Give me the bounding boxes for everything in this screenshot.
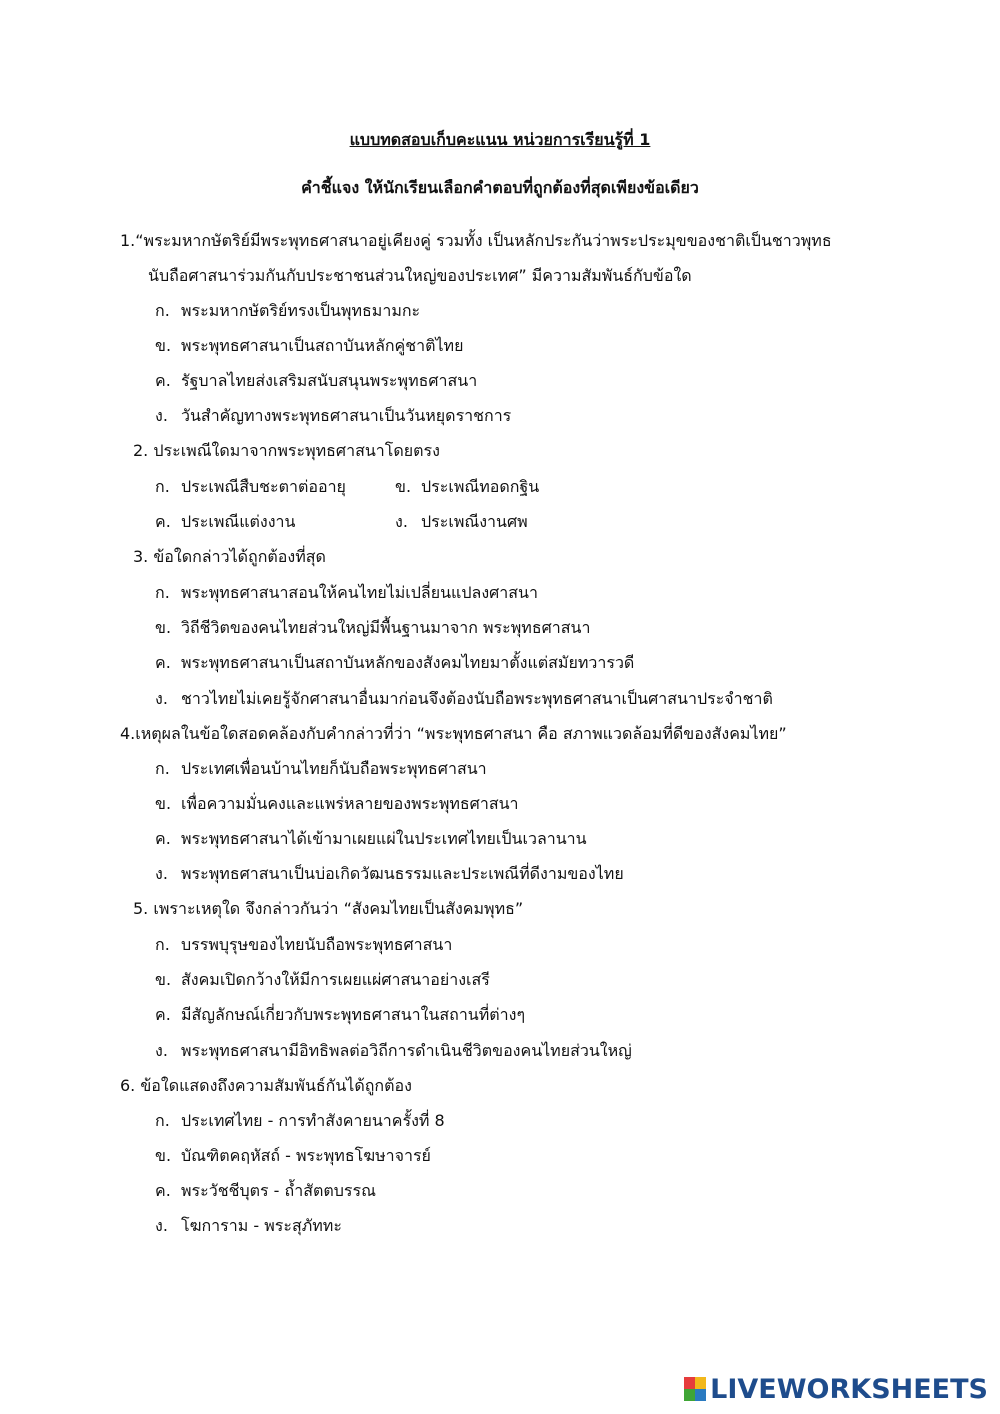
question-2-option-d[interactable] [395,511,528,533]
question-4-option-a[interactable] [155,758,487,780]
option-text: รัฐบาลไทยส่งเสริมสนับสนุนพระพุทธศาสนา [181,371,478,390]
question-5-option-c[interactable] [155,1004,525,1026]
option-text: บรรพบุรุษของไทยนับถือพระพุทธศาสนา [181,935,453,954]
option-mark: ก. [155,1111,170,1130]
option-text: ประเพณีสืบชะตาต่ออายุ [181,477,346,496]
option-mark: ง. [155,1216,168,1235]
option-mark: ค. [155,829,171,848]
option-text: วันสำคัญทางพระพุทธศาสนาเป็นวันหยุดราชการ [181,406,512,425]
question-3-option-b[interactable] [155,617,590,639]
option-text: วิถีชีวิตของคนไทยส่วนใหญ่มีพื้นฐานมาจาก พระพุทธศาสนา [181,618,591,637]
option-mark: ข. [155,1146,172,1165]
option-mark: ง. [155,689,168,708]
option-text: พระพุทธศาสนาสอนให้คนไทยไม่เปลี่ยนแปลงศาสนา [181,583,538,602]
option-text: พระมหากษัตริย์ทรงเป็นพุทธมามกะ [181,301,421,320]
option-mark: ข. [155,794,172,813]
option-mark: ง. [395,512,408,531]
question-4-option-d[interactable] [155,863,624,885]
option-mark: ก. [155,301,170,320]
question-5-option-d[interactable] [155,1040,632,1062]
question-3-option-c[interactable] [155,652,634,674]
logo-square-green [684,1389,695,1401]
option-mark: ง. [155,864,168,883]
liveworksheets-logo-icon [684,1377,706,1401]
question-2-option-a[interactable] [155,476,346,498]
option-mark: ข. [155,970,172,989]
option-mark: ค. [155,1005,171,1024]
option-text: พระพุทธศาสนาเป็นสถาบันหลักคู่ชาติไทย [181,336,464,355]
option-text: ชาวไทยไม่เคยรู้จักศาสนาอื่นมาก่อนจึงต้องนับถือพระพุทธศาสนาเป็นศาสนาประจำชาติ [181,689,773,708]
option-text: ประเทศไทย - การทำสังคายนาครั้งที่ 8 [181,1111,445,1130]
option-text: เพื่อความมั่นคงและแพร่หลายของพระพุทธศาสนา [181,794,519,813]
option-text: พระพุทธศาสนาได้เข้ามาเผยแผ่ในประเทศไทยเป็นเวลานาน [181,829,587,848]
question-5-option-b[interactable] [155,969,490,991]
question-6-text: 6. ข้อใดแสดงถึงความสัมพันธ์กันได้ถูกต้อง [120,1076,412,1095]
question-1-option-d[interactable] [155,405,511,427]
question-4-option-c[interactable] [155,828,587,850]
option-text: ประเพณีทอดกฐิน [421,477,540,496]
option-mark: ค. [155,371,171,390]
option-text: บัณฑิตคฤหัสถ์ - พระพุทธโฆษาจารย์ [181,1146,431,1165]
option-mark: ค. [155,512,171,531]
option-mark: ง. [155,406,168,425]
question-2-option-c[interactable] [155,511,295,533]
option-text: พระพุทธศาสนาเป็นบ่อเกิดวัฒนธรรมและประเพณีที่ดีงามของไทย [181,864,624,883]
logo-square-blue [695,1389,706,1401]
option-mark: ก. [155,759,170,778]
question-2-text: 2. ประเพณีใดมาจากพระพุทธศาสนาโดยตรง [133,441,440,460]
logo-square-red [684,1377,695,1389]
question-1-option-a[interactable] [155,300,420,322]
option-text: โฆการาม - พระสุภัททะ [181,1216,342,1235]
option-text: มีสัญลักษณ์เกี่ยวกับพระพุทธศาสนาในสถานที่ต่างๆ [181,1005,526,1024]
question-2-option-b[interactable] [395,476,539,498]
question-4-text: 4.เหตุผลในข้อใดสอดคล้องกับคำกล่าวที่ว่า “พระพุทธศาสนา คือ สภาพแวดล้อมที่ดีของสังคมไทย” [120,724,787,743]
question-1-text-line-2: นับถือศาสนาร่วมกันกับประชาชนส่วนใหญ่ของประเทศ” มีความสัมพันธ์กับข้อใด [148,266,692,285]
option-mark: ก. [155,583,170,602]
question-5-text: 5. เพราะเหตุใด จึงกล่าวกันว่า “สังคมไทยเป็นสังคมพุทธ” [133,899,524,918]
option-mark: ข. [155,618,172,637]
worksheet-instruction: คำชี้แจง ให้นักเรียนเลือกคำตอบที่ถูกต้องที่สุดเพียงข้อเดียว [301,178,699,197]
option-text: พระพุทธศาสนาเป็นสถาบันหลักของสังคมไทยมาตั้งแต่สมัยทวารวดี [181,653,635,672]
worksheet-title: แบบทดสอบเก็บคะแนน หน่วยการเรียนรู้ที่ 1 [349,130,651,149]
question-4-option-b[interactable] [155,793,519,815]
question-3-option-d[interactable] [155,688,773,710]
option-text: สังคมเปิดกว้างให้มีการเผยแผ่ศาสนาอย่างเสรี [181,970,490,989]
option-mark: ข. [395,477,412,496]
question-6-option-a[interactable] [155,1110,445,1132]
question-1-option-b[interactable] [155,335,463,357]
option-text: ประเทศเพื่อนบ้านไทยก็นับถือพระพุทธศาสนา [181,759,487,778]
question-6-option-c[interactable] [155,1180,376,1202]
logo-square-yellow [695,1377,706,1389]
liveworksheets-logo[interactable] [684,1374,988,1404]
option-mark: ค. [155,1181,171,1200]
option-text: ประเพณีแต่งงาน [181,512,296,531]
question-1-option-c[interactable] [155,370,477,392]
option-text: ประเพณีงานศพ [421,512,528,531]
question-3-text: 3. ข้อใดกล่าวได้ถูกต้องที่สุด [133,547,326,566]
option-mark: ก. [155,935,170,954]
liveworksheets-logo-text: LIVEWORKSHEETS [710,1373,988,1405]
question-6-option-b[interactable] [155,1145,431,1167]
question-6-option-d[interactable] [155,1215,342,1237]
question-1-text-line-1: 1.“พระมหากษัตริย์มีพระพุทธศาสนาอยู่เคียงคู่ รวมทั้ง เป็นหลักประกันว่าพระประมุขของชาติเป็นชาวพุทธ [120,231,832,250]
option-mark: ง. [155,1041,168,1060]
option-mark: ก. [155,477,170,496]
option-text: พระพุทธศาสนามีอิทธิพลต่อวิถีการดำเนินชีวิตของคนไทยส่วนใหญ่ [181,1041,632,1060]
option-mark: ข. [155,336,172,355]
question-3-option-a[interactable] [155,582,538,604]
option-text: พระวัชชีบุตร - ถ้ำสัตตบรรณ [181,1181,376,1200]
question-5-option-a[interactable] [155,934,452,956]
option-mark: ค. [155,653,171,672]
